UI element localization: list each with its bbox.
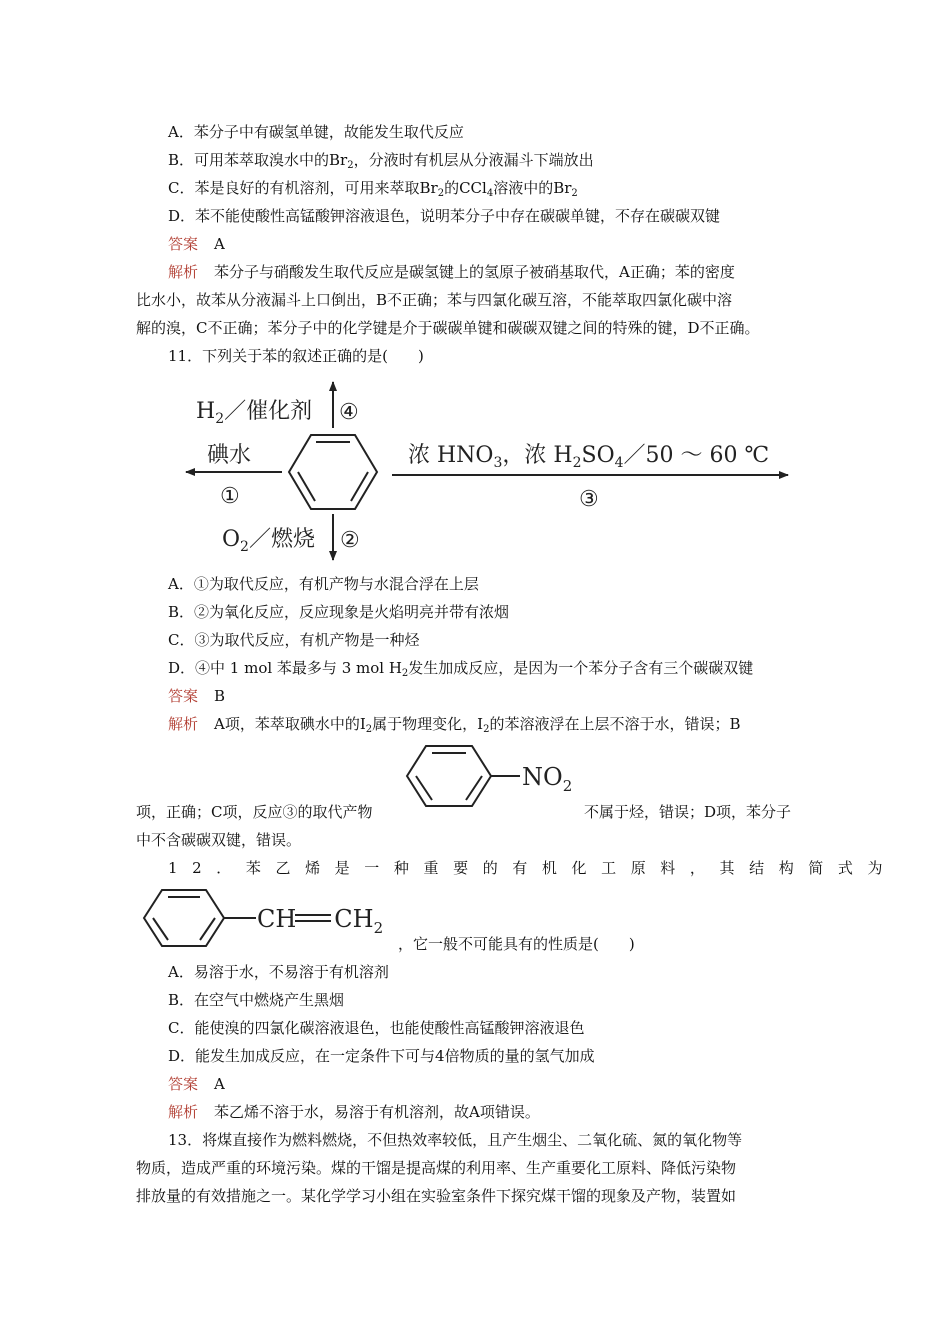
q10-option-a: A．苯分子中有碳氢单键，故能发生取代反应 <box>168 123 464 141</box>
q12-option-a: A．易溶于水，不易溶于有机溶剂 <box>168 963 389 981</box>
q11-analysis-line-2b: 不属于烃，错误；D项，苯分子 <box>584 803 792 821</box>
styrene-structure <box>138 884 398 952</box>
answer-label: 答案 <box>168 687 199 705</box>
q11-option-c: C．③为取代反应，有机产物是一种烃 <box>168 631 420 649</box>
reaction-3-label: 浓 $HNO_3$，浓 $H_2SO_4/50$ ～ 60 ℃ <box>408 443 770 471</box>
q13-line-3: 排放量的有效措施之一。某化学学习小组在实验室条件下探究煤干馏的现象及产物，装置如 <box>136 1187 737 1205</box>
q11-analysis-line-3: 中不含碳碳双键，错误。 <box>136 831 302 849</box>
q12-option-b: B．在空气中燃烧产生黑烟 <box>168 991 345 1009</box>
analysis-label: 解析 <box>168 715 199 733</box>
q12-option-d: D．能发生加成反应，在一定条件下可与4倍物质的量的氢气加成 <box>168 1047 595 1065</box>
q11-option-b: B．②为氧化反应，反应现象是火焰明亮并带有浓烟 <box>168 603 510 621</box>
analysis-label: 解析 <box>168 1103 199 1121</box>
reaction-4-label: $H_2/$催化剂 <box>196 399 313 427</box>
answer-label: 答案 <box>168 1075 199 1093</box>
q10-option-c: C．苯是良好的有机溶剂，可用来萃取$Br_2$的CCl$_4$溶液中的$Br_2$ <box>168 179 578 199</box>
reaction-1-label: 碘水 <box>207 443 252 468</box>
benzene-reaction-diagram <box>0 0 950 570</box>
q11-analysis-line-1: 解析 A项，苯萃取碘水中的$I_2$属于物理变化，$I_2$的苯溶液浮在上层不溶于水，错误；B <box>168 715 741 735</box>
reaction-2-label: $O_2/$燃烧 <box>222 527 315 555</box>
q10-option-b: B．可用苯萃取溴水中的$Br_2$，分液时有机层从分液漏斗下端放出 <box>168 151 594 171</box>
q10-analysis-line-3: 解的溴，C不正确；苯分子中的化学键是介于碳碳单键和碳碳双键之间的特殊的键，D不正确。 <box>136 319 760 337</box>
q13-line-2: 物质，造成严重的环境污染。煤的干馏是提高煤的利用率、生产重要化工原料、降低污染物 <box>136 1159 737 1177</box>
q10-answer: 答案 A <box>168 235 225 253</box>
reaction-3-number: ③ <box>579 487 599 512</box>
nitrobenzene-structure <box>395 740 595 812</box>
q12-analysis: 解析 苯乙烯不溶于水，易溶于有机溶剂，故A项错误。 <box>168 1103 540 1121</box>
q12-answer: 答案 A <box>168 1075 225 1093</box>
styrene-formula: CH $CH_2$ <box>257 905 384 937</box>
q10-analysis-line-2: 比水小，故苯从分液漏斗上口倒出，B不正确；苯与四氯化碳互溶，不能萃取四氯化碳中溶 <box>136 291 733 309</box>
q12-stem-continued: ，它一般不可能具有的性质是( ) <box>398 935 635 953</box>
analysis-label: 解析 <box>168 263 199 281</box>
q10-analysis-line-1: 解析 苯分子与硝酸发生取代反应是碳氢键上的氢原子被硝基取代，A正确；苯的密度 <box>168 263 735 281</box>
reaction-2-number: ② <box>340 528 360 553</box>
benzene-ring <box>289 435 377 509</box>
q12-option-c: C．能使溴的四氯化碳溶液退色，也能使酸性高锰酸钾溶液退色 <box>168 1019 585 1037</box>
nitro-group-label: $NO_2$ <box>522 763 573 795</box>
q12-stem: 12．苯乙烯是一种重要的有机化工原料，其结构简式为 <box>168 859 898 877</box>
q13-line-1: 13．将煤直接作为燃料燃烧，不但热效率较低，且产生烟尘、二氧化硫、氮的氧化物等 <box>168 1131 743 1149</box>
q11-answer: 答案 B <box>168 687 226 705</box>
q11-analysis-line-2a: 项，正确；C项，反应③的取代产物 <box>136 803 373 821</box>
q11-option-d: D．④中 1 mol 苯最多与 3 mol $H_2$发生加成反应，是因为一个苯分子含有三个碳碳双键 <box>168 659 754 679</box>
q11-stem: 11．下列关于苯的叙述正确的是( ) <box>168 347 424 365</box>
reaction-1-number: ① <box>220 484 240 509</box>
answer-label: 答案 <box>168 235 199 253</box>
reaction-4-number: ④ <box>339 400 359 425</box>
q11-option-a: A．①为取代反应，有机产物与水混合浮在上层 <box>168 575 479 593</box>
q10-option-d: D．苯不能使酸性高锰酸钾溶液退色，说明苯分子中存在碳碳单键，不存在碳碳双键 <box>168 207 721 225</box>
